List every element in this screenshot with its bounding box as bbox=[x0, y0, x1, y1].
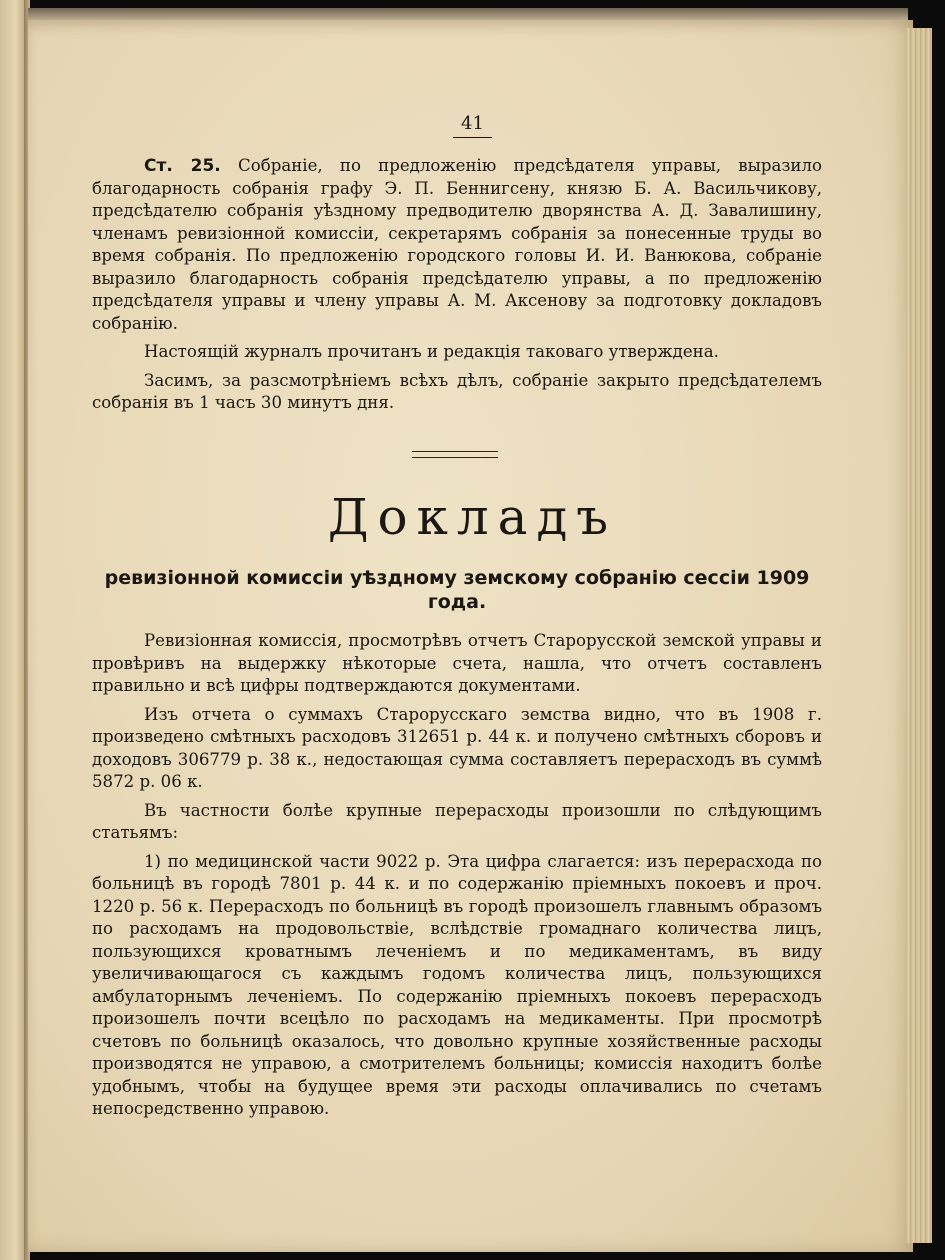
journal-paragraph-1 bbox=[92, 155, 822, 335]
report-paragraph-3: Въ частности болѣе крупные перерасходы произошли по слѣдующимъ статьямъ: bbox=[92, 800, 822, 842]
page-number-text: 41 bbox=[453, 113, 492, 138]
report-subtitle: ревизіонной комиссіи уѣздному земскому собранію сессіи 1909 года. bbox=[104, 567, 810, 613]
report-paragraph-2: Изъ отчета о суммахъ Старорусскаго земства видно, что въ 1908 г. произведено смѣтныхъ расходовъ 312651 р. 44 к. и получено смѣтныхъ сборовъ и доходовъ 306779 р. 38 к., недостающая сумма составляетъ перерасходъ въ суммѣ 5872 р. 06 к. bbox=[92, 704, 822, 791]
journal-paragraph-3: Засимъ, за разсмотрѣніемъ всѣхъ дѣлъ, собраніе закрыто предсѣдателемъ собранія въ 1 часъ 30 минутъ дня. bbox=[92, 370, 822, 412]
journal-paragraph-2: Настоящій журналъ прочитанъ и редакція таковаго утвержденa. bbox=[144, 342, 719, 361]
report-paragraph-1: Ревизіонная комиссія, просмотрѣвъ отчетъ Старорусской земской управы и провѣривъ на выдержку нѣкоторые счета, нашла, что отчетъ составленъ правильно и всѣ цифры подтверждаются документами. bbox=[92, 631, 822, 695]
book-spine bbox=[0, 0, 26, 1260]
report-paragraph-4: 1) по медицинской части 9022 р. Эта цифра слагается: изъ перерасхода по больницѣ въ городѣ 7801 р. 44 к. и по содержанію пріемныхъ покоевъ и проч. 1220 р. 56 к. Перерасходъ по больницѣ въ городѣ произошелъ главнымъ образомъ по расходамъ на продовольствіе, вслѣдствіе громаднаго количества лицъ, пользующихся кроватнымъ леченіемъ и по медикаментамъ, въ виду увеличивающагося съ каждымъ годомъ количества лицъ, пользующихся амбулаторнымъ леченіемъ. По содержанію пріемныхъ покоевъ перерасходъ произошелъ почти всецѣло по расходамъ на медикаменты. При просмотрѣ счетовъ по больницѣ оказалось, что довольно крупные хозяйственные расходы производятся не управою, а смотрителемъ больницы; комиссія находитъ болѣе удобнымъ, чтобы на будущее время эти расходы оплачивались по счетамъ непосредственно управою. bbox=[92, 851, 822, 1118]
journal-paragraph-1-text: Собраніе, по предложенію предсѣдателя управы, выразило благодарность собранія графу Э. П. Беннигсену, князю Б. А. Васильчикову, предсѣдателю собранія уѣздному предводителю дворянства А. Д. Завалишину, членамъ ревизіонной комиссіи, секретарямъ собранія за понесенные труды во время собранія. По предложенію городского головы И. И. Ванюкова, собраніе выразило благодарность собранія предсѣдателю управы, а по предложенію предсѣдателя управы и члену управы А. М. Аксенову за подготовку докладовъ собранію. bbox=[92, 156, 822, 333]
report-body bbox=[92, 630, 822, 1121]
section-divider bbox=[412, 451, 498, 458]
page-stack-edge bbox=[906, 28, 932, 1243]
journal-section bbox=[92, 155, 822, 415]
article-number: Ст. 25. bbox=[144, 156, 221, 176]
page-number bbox=[0, 113, 945, 138]
report-title: Докладъ bbox=[327, 488, 618, 546]
